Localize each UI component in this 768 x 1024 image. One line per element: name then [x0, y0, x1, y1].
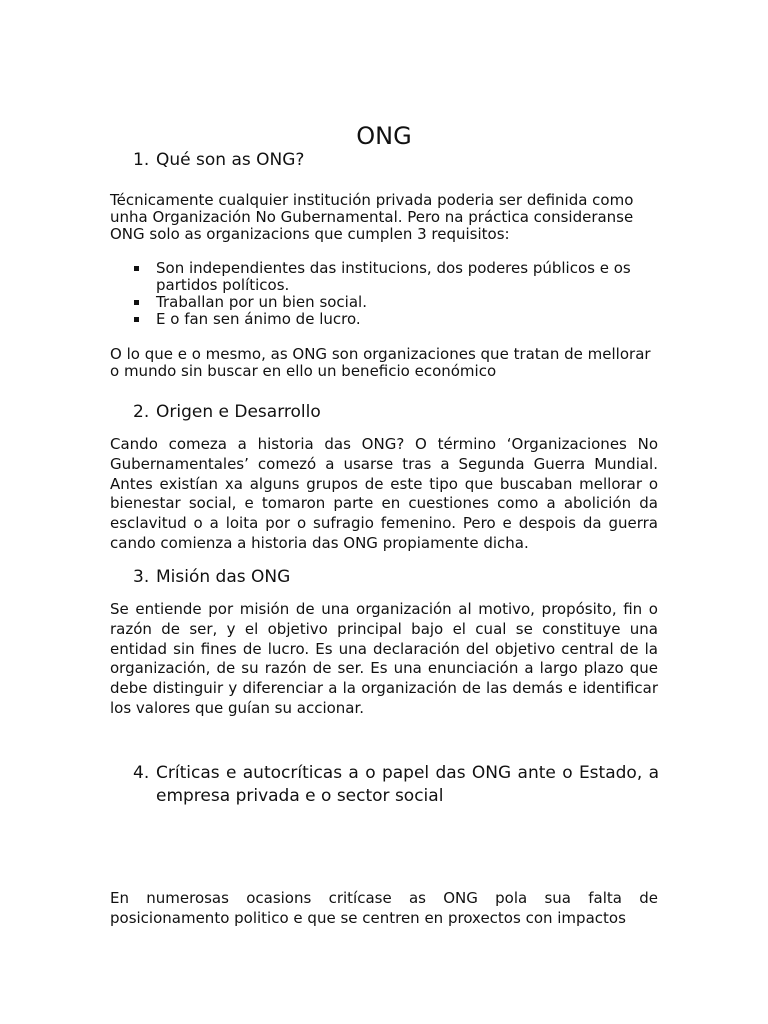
- bullet-square-icon: [134, 317, 139, 322]
- section-3-heading: [133, 566, 659, 588]
- list-item-text: E o fan sen ánimo de lucro.: [156, 310, 361, 328]
- bullet-square-icon: [134, 300, 139, 305]
- section-1-conclusion-paragraph: O lo que e o mesmo, as ONG son organizaciones que tratan de mellorar o mundo sin buscar en ello un beneficio económico: [110, 345, 651, 380]
- section-4-number: 4.: [133, 763, 150, 783]
- section-2-number: 2.: [133, 402, 150, 422]
- section-4-paragraph: En numerosas ocasions critícase as ONG pola sua falta de posicionamento politico e que se centren en proxectos con impactos: [110, 889, 658, 927]
- section-2-heading: [133, 401, 659, 423]
- list-item: [110, 311, 658, 328]
- requirements-list: [110, 260, 658, 328]
- section-1-heading-text: Qué son as ONG?: [156, 150, 305, 170]
- list-item: [110, 260, 658, 294]
- section-1-number: 1.: [133, 150, 150, 170]
- list-item: [110, 294, 658, 311]
- list-item-text: Traballan por un bien social.: [156, 293, 367, 311]
- bullet-square-icon: [134, 266, 139, 271]
- section-4-heading: [133, 762, 659, 808]
- document-title: ONG: [356, 122, 412, 150]
- section-4-heading-text: Críticas e autocríticas a o papel das ONG ante o Estado, a empresa privada e o sector social: [156, 763, 659, 806]
- section-2-paragraph: Cando comeza a historia das ONG? O término ‘Organizaciones No Gubernamentales’ comezó a usarse tras a Segunda Guerra Mundial. Antes existían xa alguns grupos de este tipo que buscaban mellorar o bienestar social, e tomaron parte en cuestiones como a abolición da esclavitud o a loita por o sufragio femenino. Pero e despois da guerra cando comienza a historia das ONG propiamente dicha.: [110, 435, 658, 552]
- section-1-intro-paragraph: Técnicamente cualquier institución privada poderia ser definida como unha Organización No Gubernamental. Pero na práctica consideranse ONG solo as organizacions que cumplen 3 requisitos:: [110, 191, 634, 243]
- section-2-heading-text: Origen e Desarrollo: [156, 402, 321, 422]
- section-3-paragraph: Se entiende por misión de una organización al motivo, propósito, fin o razón de ser, y el objetivo principal bajo el cual se constituye una entidad sin fines de lucro. Es una declaración del objetivo central de la organización, de su razón de ser. Es una enunciación a largo plazo que debe distinguir y diferenciar a la organización de las demás e identificar los valores que guían su accionar.: [110, 600, 658, 717]
- section-3-number: 3.: [133, 567, 150, 587]
- section-1-heading: [133, 149, 659, 171]
- list-item-text: Son independientes das institucions, dos poderes públicos e os partidos políticos.: [156, 259, 631, 294]
- section-3-heading-text: Misión das ONG: [156, 567, 291, 587]
